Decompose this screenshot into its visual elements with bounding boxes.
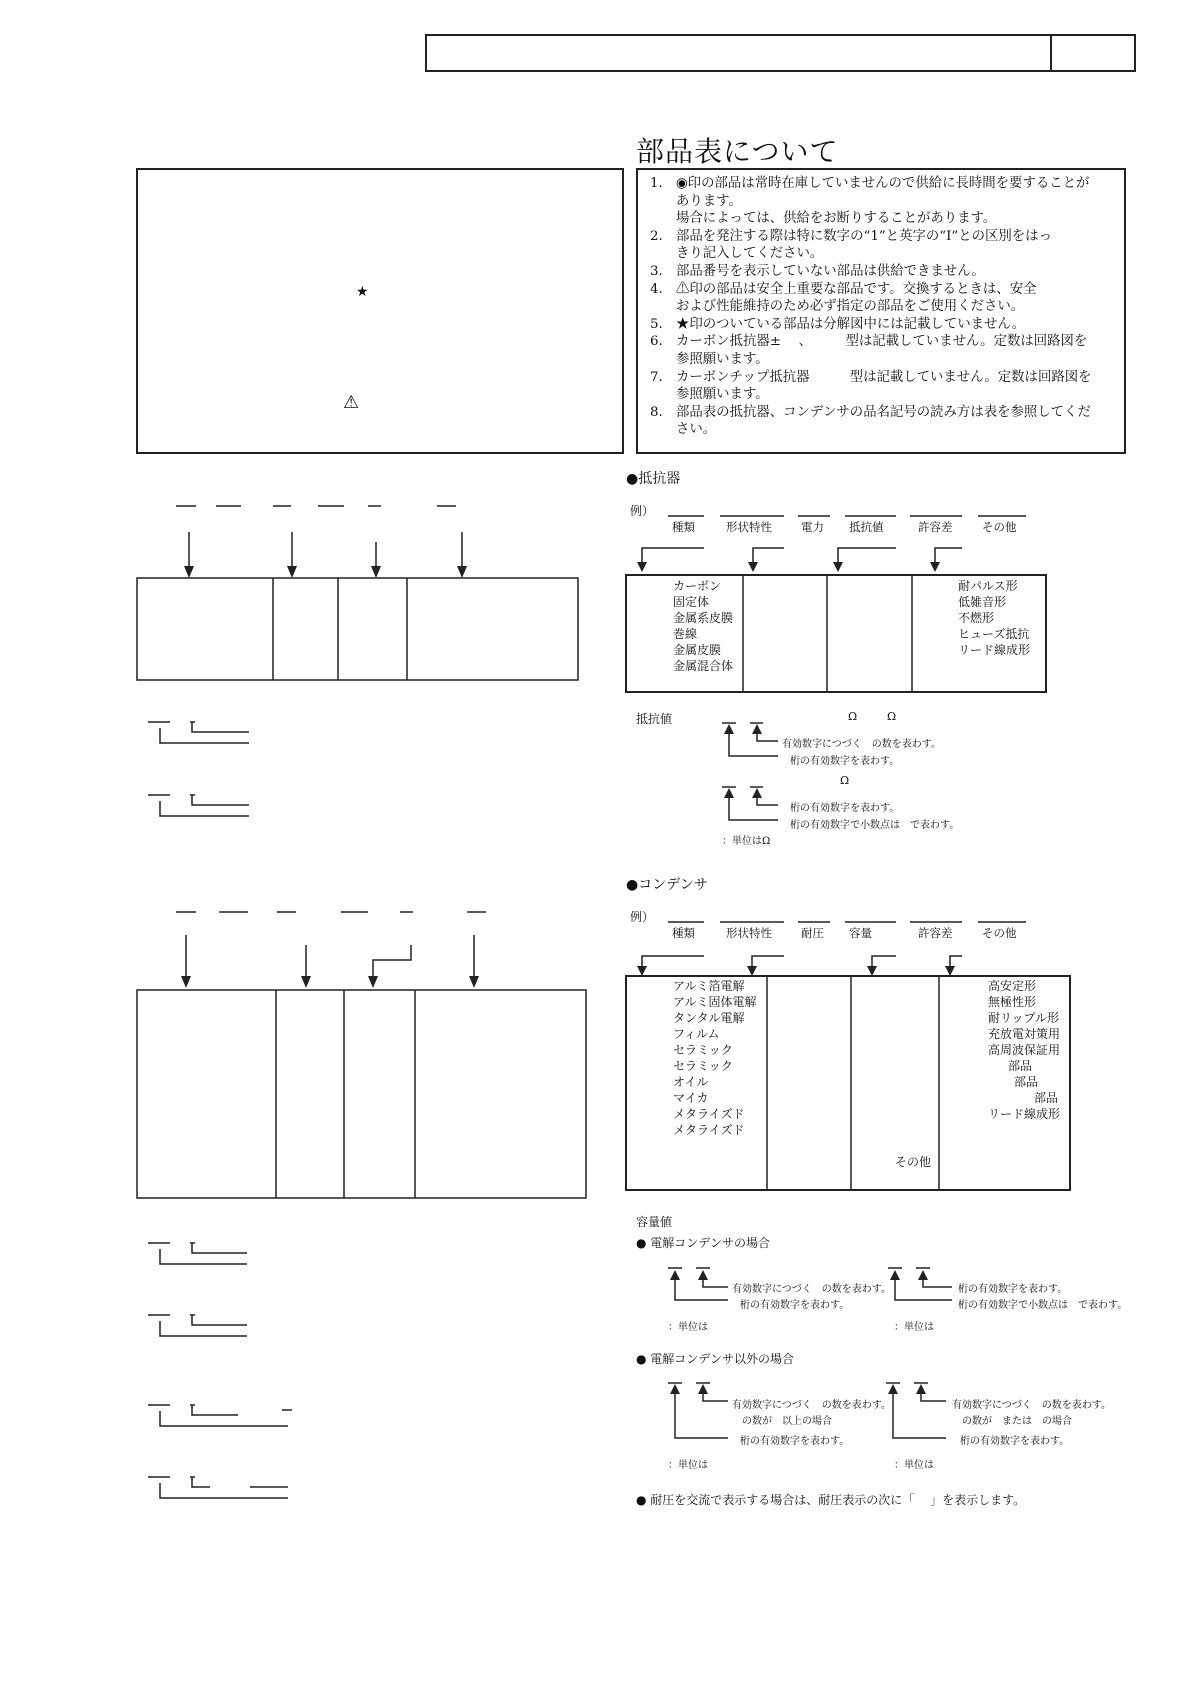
- resistor-type: 巻線: [673, 627, 698, 641]
- capacitor-type: アルミ箔電解: [673, 979, 745, 993]
- note-line-text: カーボン抵抗器± 、 型は記載していません。定数は回路図を: [676, 334, 1088, 350]
- note-line-text: ◉印の部品は常時在庫していませんので供給に長時間を要することが: [676, 176, 1090, 191]
- page-title: 部品表について: [636, 135, 839, 168]
- capacitor-type: オイル: [673, 1075, 709, 1089]
- resistor-header: その他: [982, 520, 1017, 534]
- capacitor-type: メタライズド: [673, 1107, 745, 1121]
- note-line-text: きり記入してください。: [676, 246, 824, 262]
- elec-b-note-2: 桁の有効数字で小数点は で表わす。: [958, 1300, 1128, 1311]
- note-line-text: ⚠印の部品は安全上重要な部品です。交換するときは、安全: [676, 281, 1037, 297]
- capacitor-header: その他: [982, 926, 1017, 940]
- resistor-section-title: ●抵抗器: [626, 471, 681, 487]
- elec-b-unit: ：単位は: [894, 1322, 934, 1333]
- capacitor-example-label: 例）: [630, 910, 655, 924]
- resistor-header: 形状特性: [726, 520, 772, 534]
- note-line-text: および性能維持のため必ず指定の部品をご使用ください。: [676, 299, 1025, 315]
- resistor-note-a1: 有効数字につづく の数を表わす。: [782, 739, 941, 750]
- resistor-header: 種類: [672, 520, 695, 534]
- capacitor-other: 充放電対策用: [988, 1027, 1061, 1041]
- note-number: 4.: [650, 281, 663, 297]
- resistor-other: 不燃形: [958, 611, 995, 625]
- capacitor-other: 部品: [1034, 1091, 1059, 1105]
- note-line-text: 部品を発注する際は特に数字の“1”と英字の“I”との区別をはっ: [676, 228, 1052, 244]
- resistor-example-label: 例）: [630, 504, 655, 518]
- capacitor-section-title: ●コンデンサ: [626, 877, 708, 893]
- non-elec-b-unit: ：単位は: [894, 1460, 934, 1471]
- capacitor-type: タンタル電解: [673, 1011, 745, 1025]
- capacitor-other: リード線成形: [988, 1107, 1061, 1121]
- resistor-value-label: 抵抗値: [636, 712, 673, 726]
- capacitor-header: 形状特性: [726, 926, 772, 940]
- resistor-unit-note: ：単位はΩ: [722, 836, 771, 847]
- star-mark: ★: [356, 284, 369, 300]
- note-number: 3.: [650, 264, 663, 279]
- resistor-type: カーボン: [673, 579, 722, 593]
- non-elec-a-note-3: 桁の有効数字を表わす。: [740, 1436, 850, 1447]
- note-line-text: ★印のついている部品は分解図中には記載していません。: [676, 316, 1025, 332]
- resistor-header: 電力: [801, 520, 824, 534]
- resistor-type: 金属混合体: [673, 659, 734, 673]
- resistor-note-b2: 桁の有効数字で小数点は で表わす。: [790, 820, 960, 831]
- resistor-omega-1: Ω: [848, 710, 858, 723]
- non-elec-a-unit: ：単位は: [668, 1460, 708, 1471]
- resistor-omega-2: Ω: [887, 710, 897, 723]
- note-number: 1.: [650, 176, 663, 191]
- capacitor-header: 許容差: [918, 926, 953, 940]
- note-line-text: 部品表の抵抗器、コンデンサの品名記号の読み方は表を参照してくだ: [676, 404, 1091, 420]
- capacitor-other: 部品: [1008, 1059, 1033, 1073]
- note-number: 8.: [650, 404, 663, 420]
- capacitor-other: 耐リップル形: [988, 1011, 1060, 1025]
- capacitor-type: アルミ固体電解: [673, 995, 757, 1009]
- resistor-type: 金属系皮膜: [673, 611, 734, 625]
- resistor-other: 耐パルス形: [958, 579, 1018, 593]
- note-number: 2.: [650, 228, 663, 244]
- note-number: 7.: [650, 369, 663, 385]
- resistor-other: ヒューズ抵抗: [958, 627, 1030, 641]
- note-line-text: さい。: [676, 422, 717, 438]
- resistor-header: 許容差: [918, 520, 953, 534]
- non-elec-b-note-1: 有効数字につづく の数を表わす。: [952, 1400, 1111, 1411]
- capacitor-other: 高安定形: [988, 979, 1037, 993]
- capacitor-header: 容量: [849, 926, 872, 940]
- resistor-type: 金属皮膜: [673, 643, 722, 657]
- capacitor-type: マイカ: [673, 1091, 709, 1105]
- capacitor-type: セラミック: [673, 1043, 733, 1057]
- electrolytic-title: ● 電解コンデンサの場合: [636, 1236, 771, 1250]
- resistor-omega-3: Ω: [840, 774, 850, 787]
- non-elec-b-note-2: の数が または の場合: [962, 1416, 1072, 1427]
- resistor-type: 固定体: [673, 595, 710, 609]
- resistor-note-a2: 桁の有効数字を表わす。: [790, 756, 900, 767]
- resistor-header: 抵抗値: [849, 520, 884, 534]
- note-line-text: 参照願います。: [676, 352, 769, 367]
- capacitor-other: 無極性形: [988, 995, 1037, 1009]
- capacitor-other: 部品: [1014, 1075, 1039, 1089]
- non-elec-b-note-3: 桁の有効数字を表わす。: [960, 1436, 1070, 1447]
- elec-a-note-2: 桁の有効数字を表わす。: [740, 1300, 850, 1311]
- ac-voltage-note: ● 耐圧を交流で表示する場合は、耐圧表示の次に「 」を表示します。: [636, 1493, 1026, 1507]
- note-number: 6.: [650, 334, 663, 350]
- note-line-text: 参照願います。: [676, 387, 769, 403]
- capacitor-type: フィルム: [673, 1027, 720, 1041]
- resistor-other: リード線成形: [958, 643, 1031, 657]
- capacitor-other: 高周波保証用: [988, 1043, 1061, 1057]
- resistor-note-b1: 桁の有効数字を表わす。: [790, 803, 900, 814]
- capacitor-tolerance-other: その他: [895, 1155, 932, 1169]
- elec-a-note-1: 有効数字につづく の数を表わす。: [732, 1284, 891, 1295]
- note-number: 5.: [650, 316, 663, 332]
- non-elec-a-note-1: 有効数字につづく の数を表わす。: [732, 1400, 891, 1411]
- capacitor-header: 種類: [672, 926, 695, 940]
- note-line-text: 部品番号を表示していない部品は供給できません。: [676, 264, 985, 279]
- capacitor-type: セラミック: [673, 1059, 733, 1073]
- capacitor-type: メタライズド: [673, 1123, 745, 1137]
- note-line-text: カーボンチップ抵抗器 型は記載していません。定数は回路図を: [676, 369, 1092, 385]
- note-line-text: あります。: [676, 193, 742, 209]
- non-electrolytic-title: ● 電解コンデンサ以外の場合: [636, 1352, 795, 1366]
- resistor-other: 低雑音形: [958, 595, 1007, 609]
- elec-a-unit: ：単位は: [668, 1322, 708, 1333]
- elec-b-note-1: 桁の有効数字を表わす。: [958, 1284, 1068, 1295]
- non-elec-a-note-2: の数が 以上の場合: [742, 1416, 832, 1427]
- note-line-text: 場合によっては、供給をお断りすることがあります。: [676, 211, 997, 227]
- warning-icon: ⚠: [343, 392, 360, 413]
- capacitor-header: 耐圧: [801, 926, 824, 940]
- capacitor-value-label: 容量値: [636, 1215, 673, 1229]
